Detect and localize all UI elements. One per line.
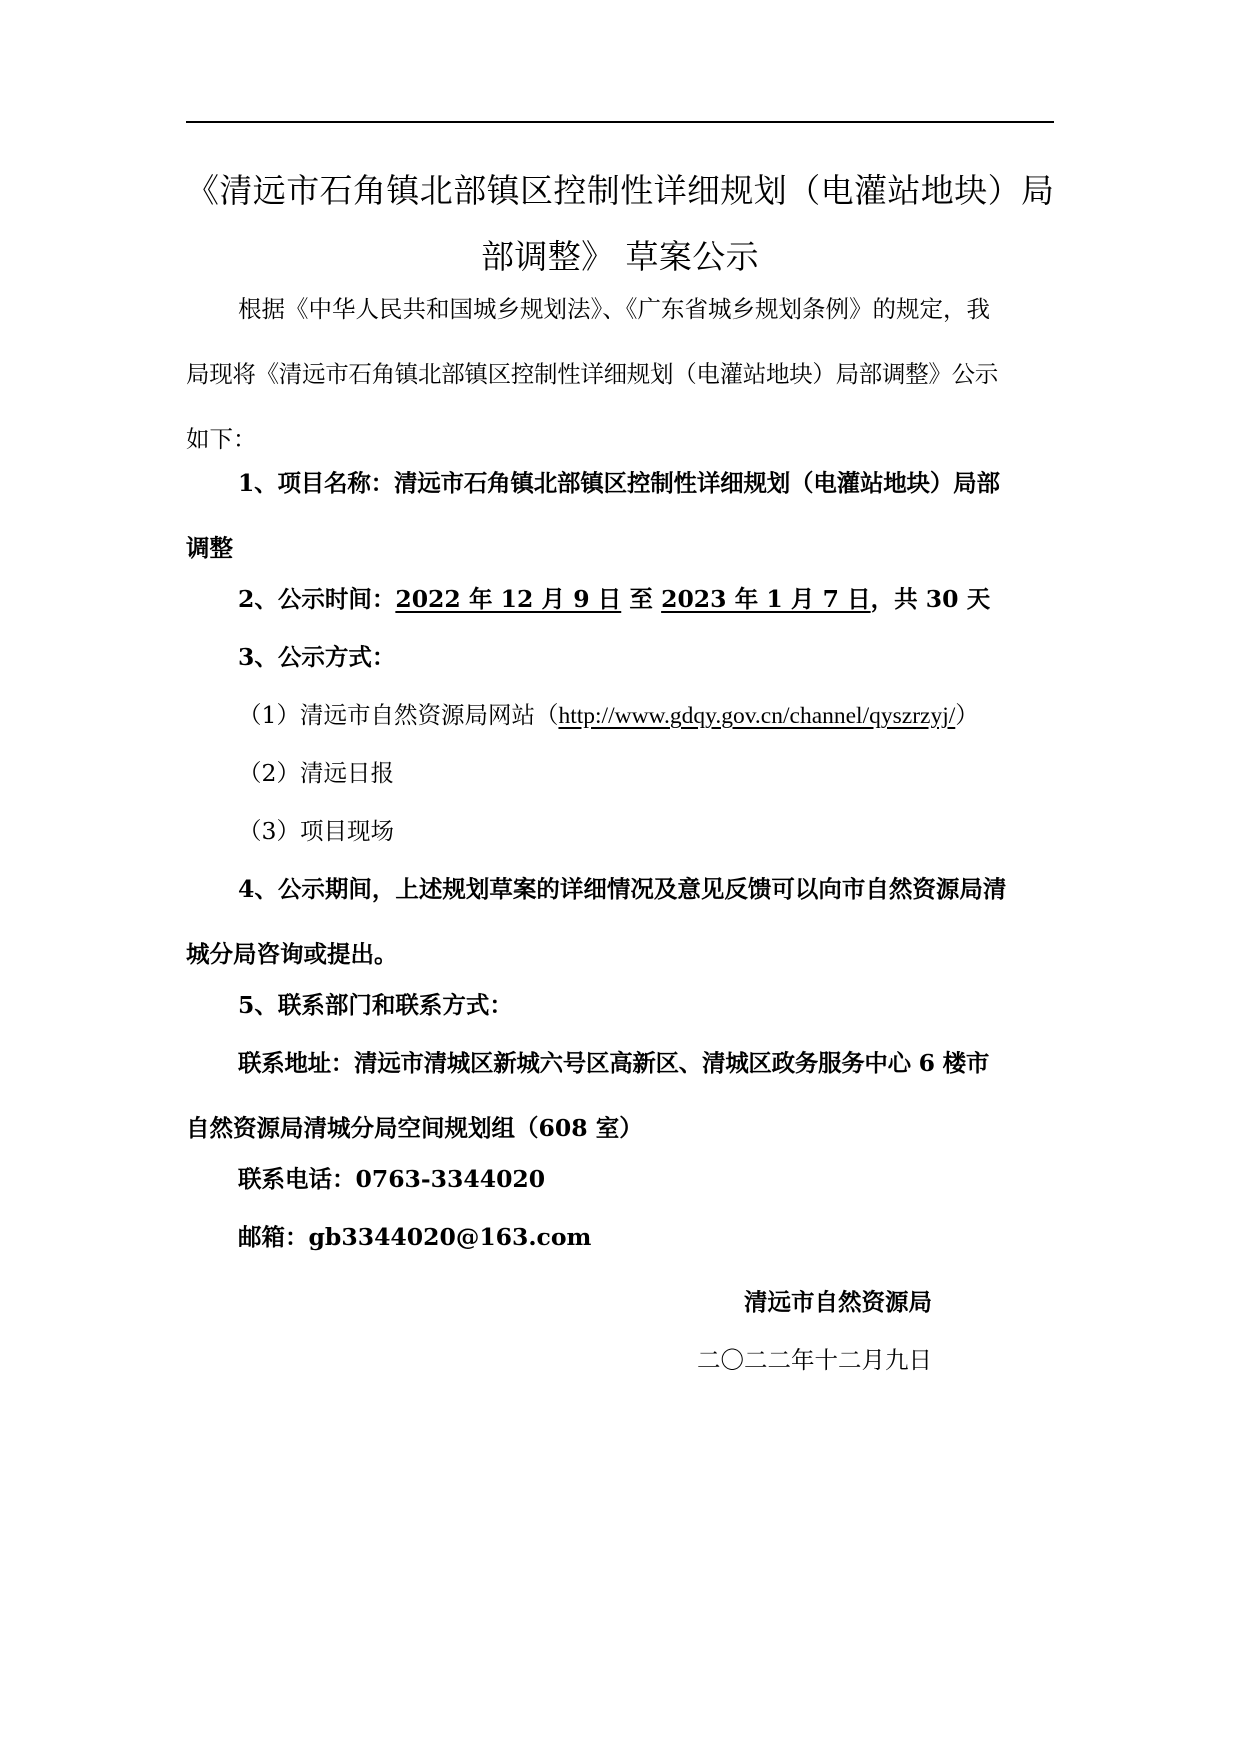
method-newspaper [186,741,1054,806]
intro-paragraph [186,277,1054,472]
title-line-2: 部调整》 草案公示 [480,237,760,276]
item4-line-1: 4、公示期间，上述规划草案的详细情况及意见反馈可以向市自然资源局清 [238,875,1007,903]
header-rule [186,121,1054,123]
method-website [186,683,1054,749]
method-site [186,799,1054,864]
title-line-1: 《清远市石角镇北部镇区控制性详细规划（电灌站地块）局 [186,171,1055,210]
item-notice-method [186,625,1054,690]
item-feedback [186,857,1054,987]
address-line-2: 自然资源局清城分局空间规划组（608 室） [186,1114,643,1142]
website-link[interactable]: http://www.gdqy.gov.cn/channel/qyszrzyj/ [558,703,956,729]
item5-line: 5、联系部门和联系方式： [238,991,513,1019]
phone-line: 联系电话：0763-3344020 [238,1165,546,1193]
contact-address [186,1031,1054,1161]
contact-phone [186,1147,1054,1212]
end-date: 2023 年 1 月 7 日 [661,585,871,613]
item-project-name [186,451,1054,581]
start-date: 2022 年 12 月 9 日 [395,585,622,613]
contact-email [186,1205,1054,1270]
item2-mid: 至 [621,585,662,613]
item1-line-2: 调整 [186,534,233,562]
intro-line-3: 如下： [186,425,257,453]
way1-suffix: ） [955,701,979,729]
item-contact [186,973,1054,1038]
item1-line-1: 1、项目名称：清远市石角镇北部镇区控制性详细规划（电灌站地块）局部 [238,469,1000,497]
intro-line-1: 根据《中华人民共和国城乡规划法》、《广东省城乡规划条例》的规定，我 [238,295,990,323]
email-line: 邮箱：gb3344020@163.com [238,1223,592,1251]
document-page [186,0,1054,1754]
item2-line [186,567,1054,632]
way3-line: （3）项目现场 [238,817,394,845]
item2-prefix: 2、公示时间： [238,585,396,613]
signature-organization: 清远市自然资源局 [744,1288,932,1316]
item3-line: 3、公示方式： [238,643,396,671]
document-title [186,158,1054,290]
way1-line [186,683,1054,749]
way1-prefix: （1）清远市自然资源局网站（ [238,701,559,729]
item2-suffix: ，共 30 天 [870,585,991,613]
item-notice-period [186,567,1054,632]
item4-line-2: 城分局咨询或提出。 [186,940,398,968]
way2-line: （2）清远日报 [238,759,394,787]
intro-line-2: 局现将《清远市石角镇北部镇区控制性详细规划（电灌站地块）局部调整》公示 [186,360,998,388]
address-line-1: 联系地址：清远市清城区新城六号区高新区、清城区政务服务中心 6 楼市 [238,1049,990,1077]
signature-date: 二〇二二年十二月九日 [697,1346,932,1374]
